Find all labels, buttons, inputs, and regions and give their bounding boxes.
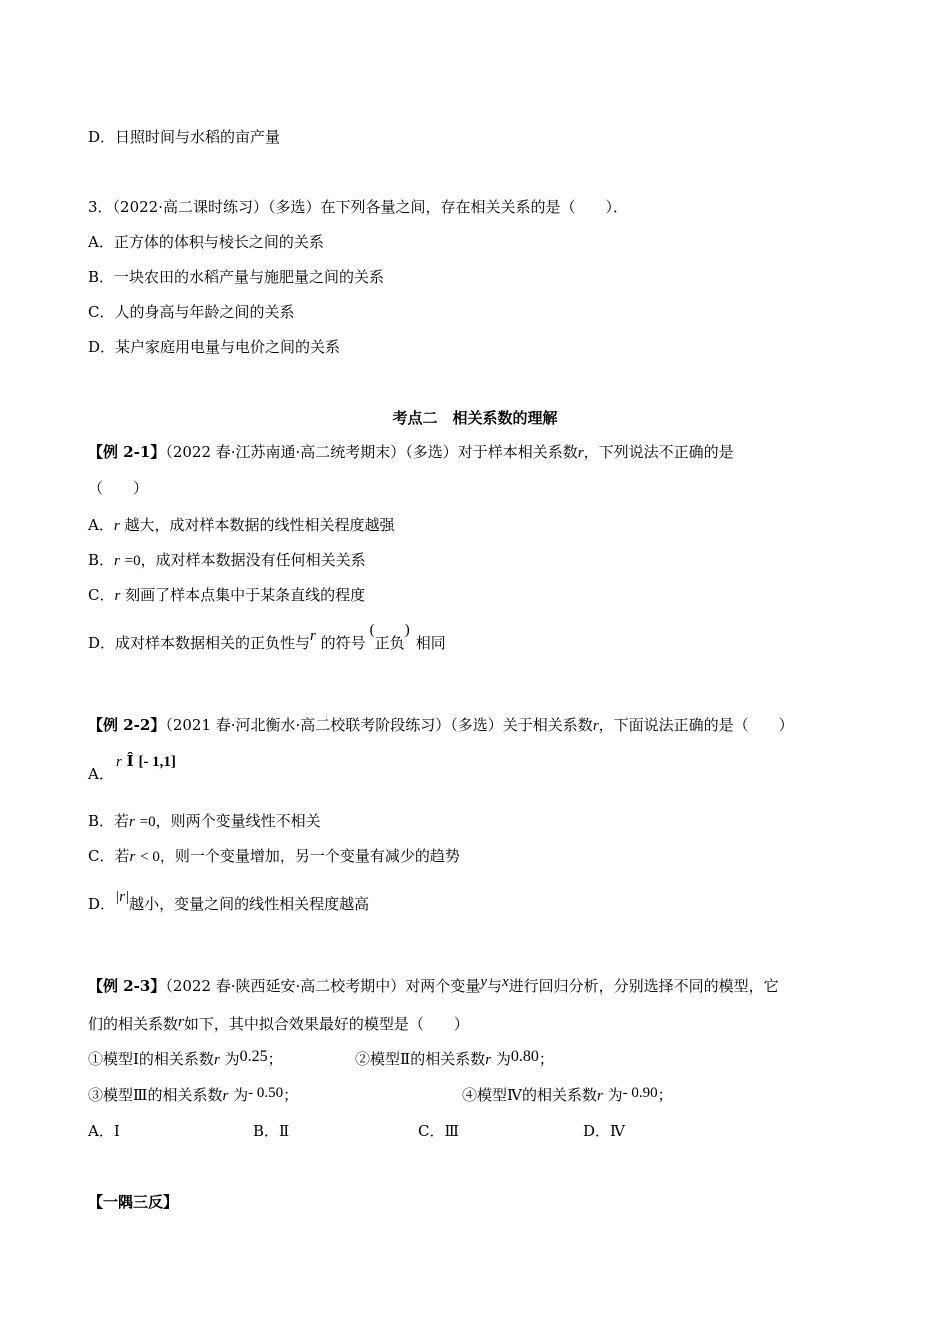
ex21-d-r: r <box>310 628 316 644</box>
ex23-stem <box>88 975 779 998</box>
ex21-a-r: r <box>113 518 120 534</box>
ex23-m2-pre: ②模型Ⅱ的相关系数 <box>355 1050 486 1068</box>
ex21-option-d <box>88 622 446 655</box>
ex21-stem-pre: （2022 春·江苏南通·高二统考期末）（多选）对于样本相关系数 <box>165 443 578 461</box>
ex23-m1-val: 0.25 <box>239 1048 268 1065</box>
ex23-m2-mid: 为 <box>495 1050 511 1068</box>
ex22-tag: 【例 2-2】 <box>88 716 166 734</box>
ex21-d-close: ) <box>404 622 410 638</box>
ex22-r: r <box>592 718 599 734</box>
ex23-m4-r: r <box>597 1088 603 1104</box>
ex23-y: y <box>480 974 487 990</box>
ex23-option-c: C．Ⅲ <box>418 1122 459 1140</box>
ex22-a-in: Î <box>126 752 134 770</box>
ex23-m3-end: ； <box>283 1086 299 1104</box>
ex22-c-math: < 0 <box>140 849 160 865</box>
q3-option-c: C．人的身高与年龄之间的关系 <box>88 303 295 321</box>
ex23-m1-end: ； <box>267 1050 283 1068</box>
ex22-a-r: r <box>116 754 122 770</box>
ex23-m4-end: ； <box>657 1086 673 1104</box>
ex23-stem-mid: 与 <box>486 977 502 995</box>
ex23-m1-r: r <box>213 1052 220 1068</box>
ex21-stem <box>88 441 734 464</box>
ex22-d-text: 越小，变量之间的线性相关程度越高 <box>129 895 370 913</box>
ex21-b-r: r <box>114 553 120 569</box>
ex21-c-r: r <box>114 588 121 604</box>
ex22-stem-pre: （2021 春·河北衡水·高二校联考阶段练习）（多选）关于相关系数 <box>165 716 593 734</box>
ex23-m2-end: ； <box>538 1050 554 1068</box>
ex21-r: r <box>577 445 584 461</box>
ex22-c-label: C．若 <box>88 847 130 865</box>
ex21-c-text: 刻画了样本点集中于某条直线的程度 <box>125 586 366 604</box>
q2-option-d: D．日照时间与水稻的亩产量 <box>88 128 281 146</box>
ex22-b-label: B．若 <box>88 812 130 830</box>
ex23-m4-pre: ④模型Ⅳ的相关系数 <box>462 1086 597 1104</box>
ex21-option-a <box>88 514 394 537</box>
ex23-model-1 <box>88 1048 283 1071</box>
ex22-option-b <box>88 810 321 833</box>
ex23-tag: 【例 2-3】 <box>88 977 166 995</box>
practice-title: 【一隅三反】 <box>88 1193 179 1211</box>
ex22-c-r: r <box>129 849 136 865</box>
ex21-d-mid: 的符号 <box>320 634 366 652</box>
ex23-line2-pre: 们的相关系数 <box>88 1015 179 1033</box>
ex21-option-b <box>88 549 366 572</box>
ex21-d-label: D．成对样本数据相关的正负性与 <box>88 634 311 652</box>
section-title: 考点二 相关系数的理解 <box>392 409 558 427</box>
ex21-b-math: =0 <box>124 553 141 569</box>
ex23-line2-r: r <box>178 1014 184 1030</box>
ex23-stem-pre: （2022 春·陕西延安·高二校考期中）对两个变量 <box>165 977 481 995</box>
ex23-m3-pre: ③模型Ⅲ的相关系数 <box>88 1086 223 1104</box>
ex22-a-bracket: [- 1,1] <box>138 754 176 770</box>
ex23-m3-r: r <box>222 1088 229 1104</box>
ex23-m3-val: - 0.50 <box>248 1085 284 1101</box>
ex22-option-a-label: A． <box>88 765 114 783</box>
ex22-stem <box>88 714 794 737</box>
q3-option-b: B．一块农田的水稻产量与施肥量之间的关系 <box>88 268 385 286</box>
ex23-m3-mid: 为 <box>233 1086 249 1104</box>
ex23-m4-val: - 0.90 <box>622 1085 658 1101</box>
ex23-m2-val: 0.80 <box>510 1048 539 1065</box>
ex21-b-label: B． <box>88 551 115 569</box>
ex22-c-text: ，则一个变量增加，另一个变量有减少的趋势 <box>159 847 460 865</box>
ex22-option-c <box>88 845 460 868</box>
ex21-a-text: 越大，成对样本数据的线性相关程度越强 <box>124 516 395 534</box>
ex21-tag: 【例 2-1】 <box>88 443 166 461</box>
q3-stem: 3．（2022·高二课时练习）（多选）在下列各量之间，存在相关关系的是（ ）． <box>88 198 628 216</box>
ex23-stem-post: 进行回归分析，分别选择不同的模型，它 <box>508 977 779 995</box>
ex22-b-r: r <box>129 814 135 830</box>
ex21-stem-post: ，下列说法不正确的是 <box>583 443 734 461</box>
ex21-c-label: C． <box>88 586 115 604</box>
ex21-a-label: A． <box>88 516 114 534</box>
ex23-option-d: D．Ⅳ <box>583 1122 626 1140</box>
ex21-d-open: ( <box>369 622 375 638</box>
ex23-line2-post: 如下，其中拟合效果最好的模型是（ ） <box>183 1015 469 1033</box>
ex22-d-label: D． <box>88 895 116 913</box>
ex21-option-c <box>88 584 365 607</box>
ex23-stem-line2 <box>88 1013 469 1036</box>
ex21-b-text: ，成对样本数据没有任何相关关系 <box>140 551 366 569</box>
ex23-option-a: A．Ⅰ <box>88 1122 120 1140</box>
ex23-model-2 <box>355 1048 554 1071</box>
ex21-d-inner: 正负 <box>374 634 405 652</box>
ex21-d-post: 相同 <box>415 634 446 652</box>
ex23-m1-mid: 为 <box>224 1050 240 1068</box>
ex23-model-4 <box>462 1084 673 1107</box>
ex22-d-math: |r| <box>115 889 130 905</box>
ex23-option-b: B．Ⅱ <box>253 1122 290 1140</box>
ex23-model-3 <box>88 1084 298 1107</box>
q3-option-a: A．正方体的体积与棱长之间的关系 <box>88 233 324 251</box>
ex22-b-text: ，则两个变量线性不相关 <box>155 812 321 830</box>
ex22-option-d <box>88 889 370 916</box>
ex22-b-math: =0 <box>139 814 156 830</box>
q3-option-d: D．某户家庭用电量与电价之间的关系 <box>88 338 341 356</box>
ex23-x: x <box>502 974 509 990</box>
ex23-m1-pre: ①模型Ⅰ的相关系数 <box>88 1050 214 1068</box>
ex22-stem-post: ，下面说法正确的是（ ） <box>598 716 794 734</box>
ex21-paren: （ ） <box>88 479 149 497</box>
ex23-m2-r: r <box>485 1052 492 1068</box>
ex23-m4-mid: 为 <box>607 1086 623 1104</box>
